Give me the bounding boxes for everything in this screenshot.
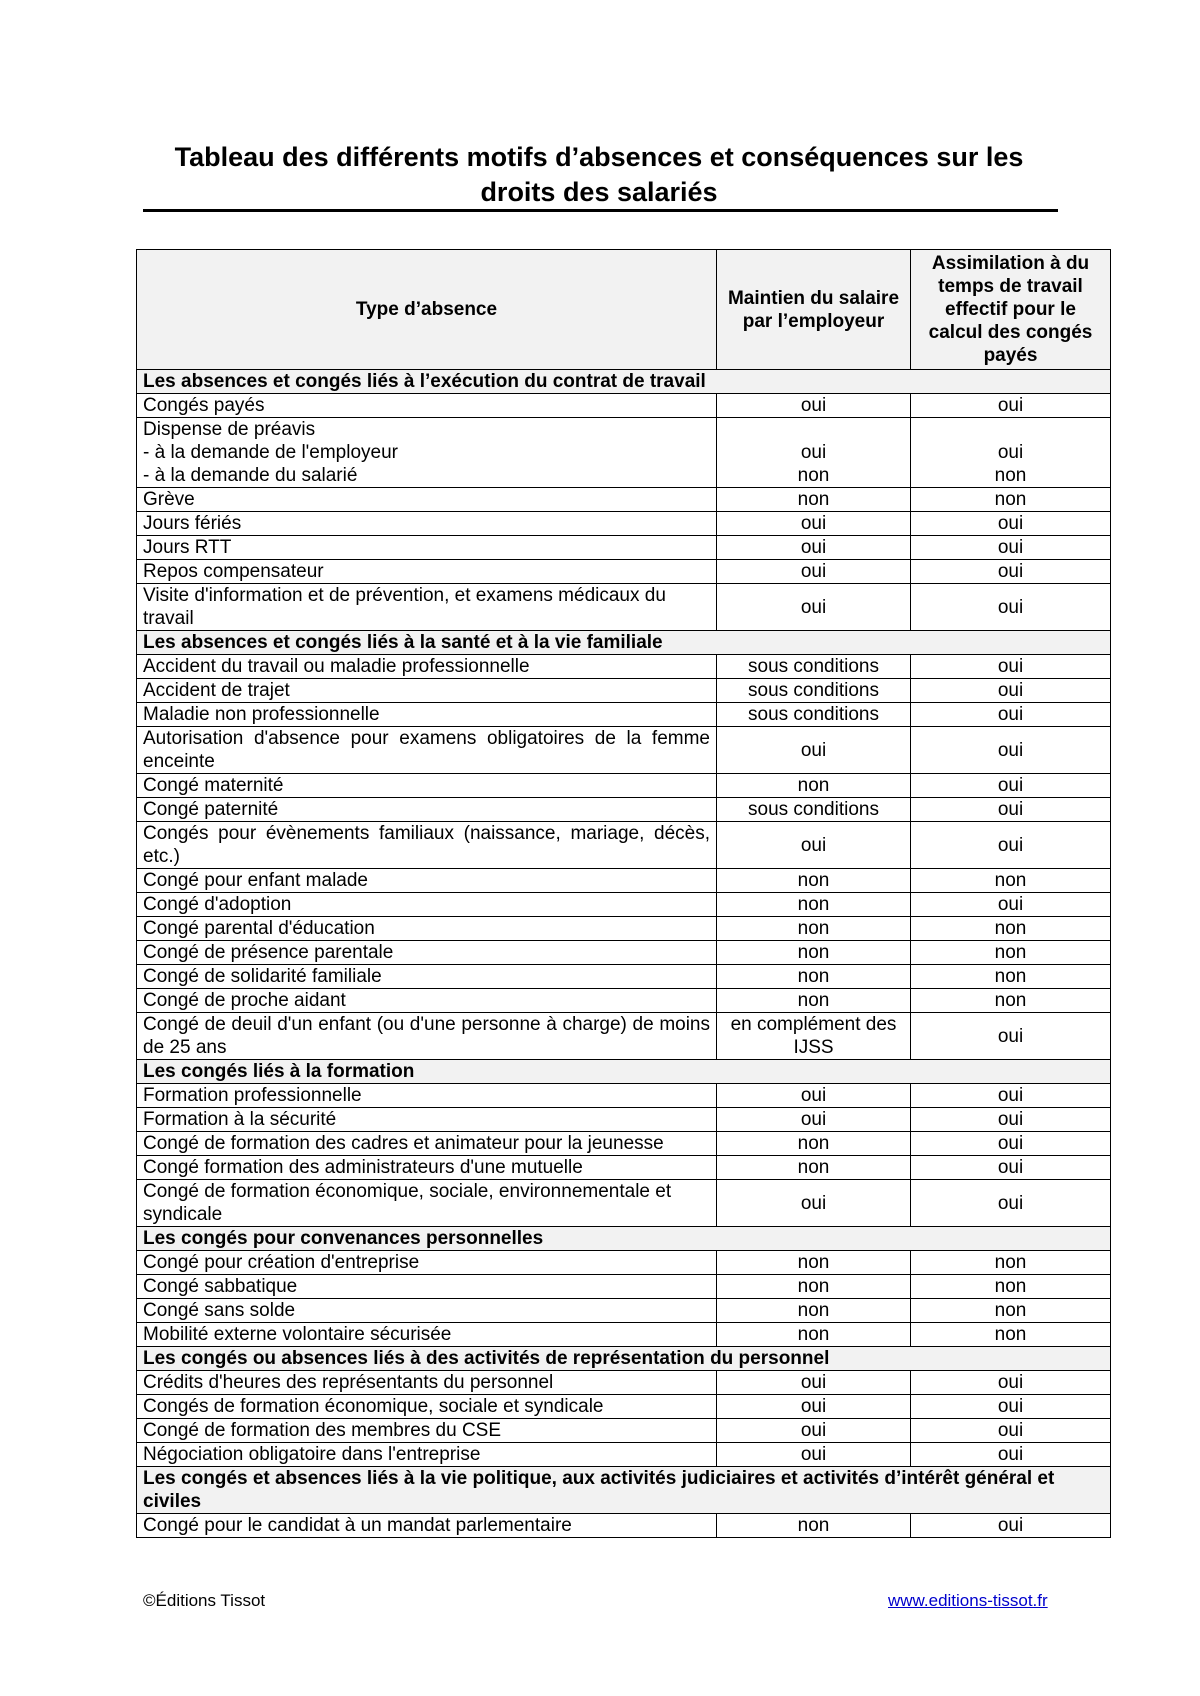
absence-type-cell: Congé paternité <box>137 798 717 822</box>
assimilation-cell: oui <box>911 394 1111 418</box>
absence-type-cell: Congé de solidarité familiale <box>137 965 717 989</box>
assimilation-cell: oui <box>911 1419 1111 1443</box>
absence-type-cell: Congés de formation économique, sociale et syndicale <box>137 1395 717 1419</box>
absence-type-cell: Formation professionnelle <box>137 1084 717 1108</box>
table-row <box>137 989 1111 1013</box>
table-row <box>137 679 1111 703</box>
table-row <box>137 418 1111 488</box>
maintien-salaire-cell: oui <box>717 560 911 584</box>
maintien-salaire-cell: non <box>717 941 911 965</box>
table-row <box>137 1275 1111 1299</box>
assimilation-cell: oui <box>911 774 1111 798</box>
maintien-salaire-cell: non <box>717 869 911 893</box>
absence-type-cell: Congés payés <box>137 394 717 418</box>
maintien-salaire-cell: oui <box>717 1180 911 1227</box>
table-row <box>137 798 1111 822</box>
assimilation-cell: oui <box>911 1156 1111 1180</box>
absence-type-cell: Maladie non professionnelle <box>137 703 717 727</box>
section-title: Les congés pour convenances personnelles <box>137 1227 1111 1251</box>
maintien-salaire-cell: non <box>717 965 911 989</box>
maintien-salaire-cell: non <box>717 893 911 917</box>
absences-table <box>136 249 1111 1538</box>
assimilation-cell: non <box>911 1323 1111 1347</box>
maintien-salaire-cell: en complément des IJSS <box>717 1013 911 1060</box>
maintien-salaire-cell: oui <box>717 1371 911 1395</box>
maintien-salaire-cell: oui <box>717 822 911 869</box>
table-row <box>137 822 1111 869</box>
section-title: Les congés et absences liés à la vie politique, aux activités judiciaires et activités d’intérêt général et civiles <box>137 1467 1111 1514</box>
footer-copyright: ©Éditions Tissot <box>143 1591 266 1610</box>
absence-type-cell: Autorisation d'absence pour examens obligatoires de la femme enceinte <box>137 727 717 774</box>
absence-type-cell: Congé pour enfant malade <box>137 869 717 893</box>
maintien-salaire-cell: oui <box>717 1443 911 1467</box>
table-row <box>137 1514 1111 1538</box>
maintien-salaire-cell: oui <box>717 512 911 536</box>
table-row <box>137 560 1111 584</box>
assimilation-cell: oui <box>911 536 1111 560</box>
table-row <box>137 941 1111 965</box>
absence-type-cell: Visite d'information et de prévention, et examens médicaux du travail <box>137 584 717 631</box>
assimilation-cell: non <box>911 1275 1111 1299</box>
absence-type-cell: Accident de trajet <box>137 679 717 703</box>
maintien-salaire-cell: non <box>717 1323 911 1347</box>
maintien-salaire-cell: non <box>717 774 911 798</box>
table-row <box>137 488 1111 512</box>
table-row <box>137 584 1111 631</box>
table-header-row <box>137 250 1111 370</box>
assimilation-cell: oui <box>911 1084 1111 1108</box>
absence-type-cell: Dispense de préavis - à la demande de l'employeur - à la demande du salarié <box>137 418 717 488</box>
maintien-salaire-cell: non <box>717 1514 911 1538</box>
maintien-salaire-cell: oui <box>717 1419 911 1443</box>
absence-type-cell: Congé pour le candidat à un mandat parlementaire <box>137 1514 717 1538</box>
assimilation-cell: oui <box>911 1132 1111 1156</box>
assimilation-cell: oui <box>911 1443 1111 1467</box>
maintien-salaire-cell: sous conditions <box>717 798 911 822</box>
absence-type-cell: Congé de deuil d'un enfant (ou d'une personne à charge) de moins de 25 ans <box>137 1013 717 1060</box>
table-body <box>137 370 1111 1538</box>
assimilation-cell: non <box>911 488 1111 512</box>
assimilation-cell: oui <box>911 822 1111 869</box>
section-row <box>137 1060 1111 1084</box>
table-row <box>137 1084 1111 1108</box>
table-row <box>137 1108 1111 1132</box>
absence-type-cell: Congé parental d'éducation <box>137 917 717 941</box>
table-row <box>137 1156 1111 1180</box>
table-row <box>137 1419 1111 1443</box>
assimilation-cell: oui non <box>911 418 1111 488</box>
absence-type-cell: Accident du travail ou maladie professionnelle <box>137 655 717 679</box>
maintien-salaire-cell: non <box>717 488 911 512</box>
assimilation-cell: oui <box>911 1180 1111 1227</box>
assimilation-cell: non <box>911 989 1111 1013</box>
maintien-salaire-cell: non <box>717 1156 911 1180</box>
assimilation-cell: oui <box>911 1371 1111 1395</box>
table-row <box>137 1132 1111 1156</box>
assimilation-cell: oui <box>911 1514 1111 1538</box>
assimilation-cell: oui <box>911 584 1111 631</box>
maintien-salaire-cell: oui non <box>717 418 911 488</box>
absence-type-cell: Congé de formation des membres du CSE <box>137 1419 717 1443</box>
table-row <box>137 536 1111 560</box>
table-row <box>137 394 1111 418</box>
absence-type-cell: Négociation obligatoire dans l'entreprise <box>137 1443 717 1467</box>
absence-type-cell: Congé pour création d'entreprise <box>137 1251 717 1275</box>
maintien-salaire-cell: oui <box>717 1084 911 1108</box>
absence-type-cell: Repos compensateur <box>137 560 717 584</box>
assimilation-cell: non <box>911 917 1111 941</box>
assimilation-cell: non <box>911 965 1111 989</box>
table-row <box>137 1323 1111 1347</box>
absence-type-cell: Congé de formation économique, sociale, environnementale et syndicale <box>137 1180 717 1227</box>
maintien-salaire-cell: oui <box>717 1395 911 1419</box>
table-row <box>137 1251 1111 1275</box>
absence-type-cell: Congé maternité <box>137 774 717 798</box>
table-row <box>137 869 1111 893</box>
assimilation-cell: oui <box>911 703 1111 727</box>
maintien-salaire-cell: sous conditions <box>717 655 911 679</box>
absence-type-cell: Grève <box>137 488 717 512</box>
maintien-salaire-cell: non <box>717 1299 911 1323</box>
assimilation-cell: oui <box>911 1013 1111 1060</box>
table-row <box>137 893 1111 917</box>
header-type-absence: Type d’absence <box>137 250 717 370</box>
absence-type-cell: Congé formation des administrateurs d'une mutuelle <box>137 1156 717 1180</box>
table-row <box>137 917 1111 941</box>
absence-type-cell: Congé sans solde <box>137 1299 717 1323</box>
section-row <box>137 1227 1111 1251</box>
table-row <box>137 703 1111 727</box>
assimilation-cell: oui <box>911 798 1111 822</box>
section-row <box>137 631 1111 655</box>
section-row <box>137 1467 1111 1514</box>
maintien-salaire-cell: non <box>717 1251 911 1275</box>
section-title: Les absences et congés liés à l’exécution du contrat de travail <box>137 370 1111 394</box>
table-row <box>137 1395 1111 1419</box>
table-row <box>137 655 1111 679</box>
table-row <box>137 1013 1111 1060</box>
table-row <box>137 1443 1111 1467</box>
maintien-salaire-cell: oui <box>717 536 911 560</box>
section-row <box>137 370 1111 394</box>
absence-type-cell: Mobilité externe volontaire sécurisée <box>137 1323 717 1347</box>
header-maintien-salaire: Maintien du salaire par l’employeur <box>717 250 911 370</box>
assimilation-cell: oui <box>911 512 1111 536</box>
absence-type-cell: Congé de formation des cadres et animateur pour la jeunesse <box>137 1132 717 1156</box>
maintien-salaire-cell: non <box>717 989 911 1013</box>
table-row <box>137 774 1111 798</box>
assimilation-cell: non <box>911 941 1111 965</box>
assimilation-cell: oui <box>911 893 1111 917</box>
maintien-salaire-cell: non <box>717 1275 911 1299</box>
assimilation-cell: non <box>911 1299 1111 1323</box>
assimilation-cell: non <box>911 1251 1111 1275</box>
header-assimilation-conges: Assimilation à du temps de travail effectif pour le calcul des congés payés <box>911 250 1111 370</box>
title-divider <box>143 209 1058 212</box>
maintien-salaire-cell: oui <box>717 1108 911 1132</box>
maintien-salaire-cell: non <box>717 917 911 941</box>
section-row <box>137 1347 1111 1371</box>
table-row <box>137 965 1111 989</box>
assimilation-cell: oui <box>911 560 1111 584</box>
table-row <box>137 512 1111 536</box>
maintien-salaire-cell: oui <box>717 394 911 418</box>
table-row <box>137 1180 1111 1227</box>
absence-type-cell: Congé de proche aidant <box>137 989 717 1013</box>
section-title: Les congés liés à la formation <box>137 1060 1111 1084</box>
absence-type-cell: Jours RTT <box>137 536 717 560</box>
assimilation-cell: oui <box>911 1395 1111 1419</box>
table-row <box>137 727 1111 774</box>
maintien-salaire-cell: non <box>717 1132 911 1156</box>
absence-type-cell: Congé d'adoption <box>137 893 717 917</box>
page-title: Tableau des différents motifs d’absences et conséquences sur les droits des salariés <box>174 142 1024 207</box>
absence-type-cell: Formation à la sécurité <box>137 1108 717 1132</box>
absence-type-cell: Jours fériés <box>137 512 717 536</box>
footer-website-link[interactable]: www.editions-tissot.fr <box>888 1591 1048 1610</box>
section-title: Les absences et congés liés à la santé et à la vie familiale <box>137 631 1111 655</box>
maintien-salaire-cell: oui <box>717 584 911 631</box>
absence-type-cell: Congés pour évènements familiaux (naissance, mariage, décès, etc.) <box>137 822 717 869</box>
absence-type-cell: Congé sabbatique <box>137 1275 717 1299</box>
assimilation-cell: oui <box>911 727 1111 774</box>
absence-type-cell: Crédits d'heures des représentants du personnel <box>137 1371 717 1395</box>
maintien-salaire-cell: sous conditions <box>717 703 911 727</box>
maintien-salaire-cell: sous conditions <box>717 679 911 703</box>
assimilation-cell: oui <box>911 679 1111 703</box>
table-row <box>137 1371 1111 1395</box>
absence-type-cell: Congé de présence parentale <box>137 941 717 965</box>
section-title: Les congés ou absences liés à des activités de représentation du personnel <box>137 1347 1111 1371</box>
assimilation-cell: oui <box>911 1108 1111 1132</box>
maintien-salaire-cell: oui <box>717 727 911 774</box>
assimilation-cell: non <box>911 869 1111 893</box>
assimilation-cell: oui <box>911 655 1111 679</box>
table-row <box>137 1299 1111 1323</box>
